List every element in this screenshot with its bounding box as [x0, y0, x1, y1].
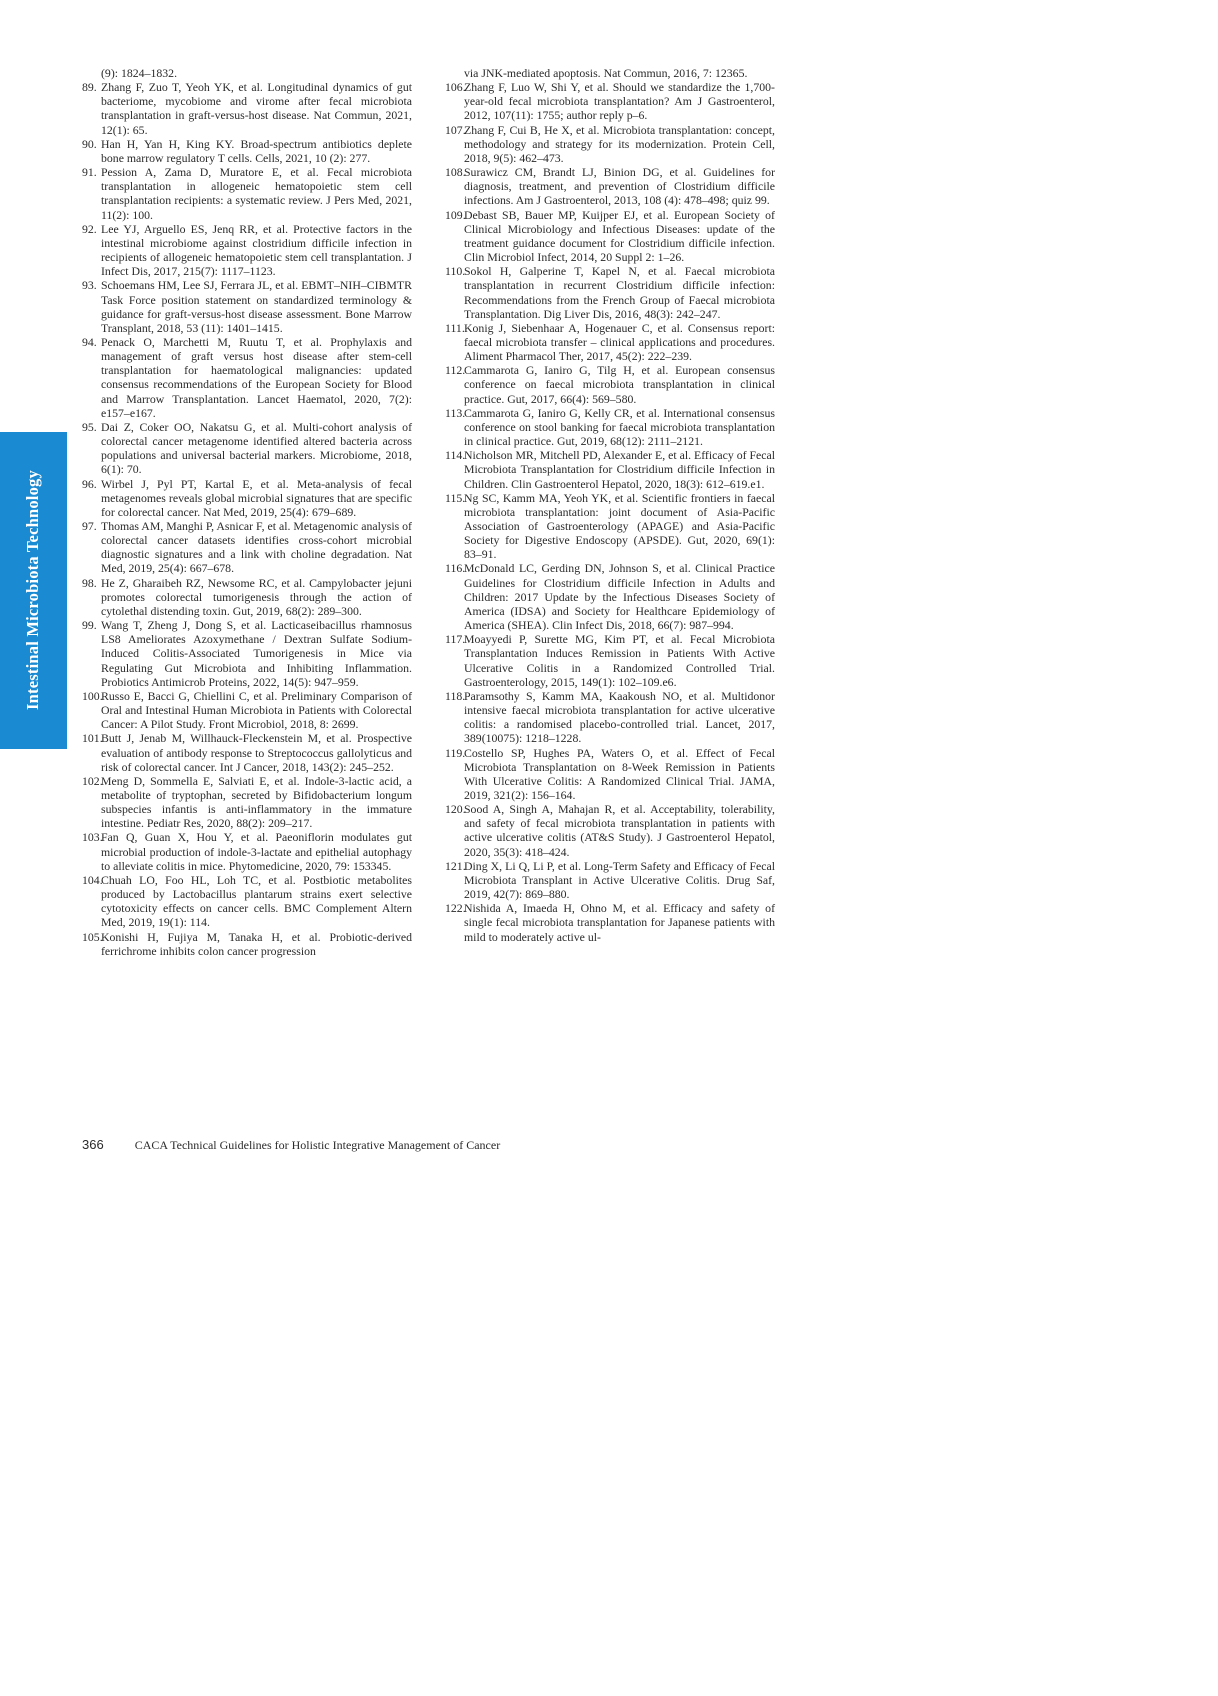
reference-number: 117.	[445, 632, 466, 647]
reference-number: 111.	[445, 320, 465, 335]
reference-item	[445, 689, 775, 746]
reference-text: Sood A, Singh A, Mahajan R, et al. Acceptability, tolerability, and safety of fecal microbiota transplantation in patients with active ulcerative colitis (AT&S Study). J Gastroenterol Hepatol, 2020, 35(3): 418–424.	[464, 802, 775, 859]
reference-text: Cammarota G, Ianiro G, Tilg H, et al. European consensus conference on faecal microbiota transplantation in clinical practice. Gut, 2017, 66(4): 569–580.	[464, 363, 775, 406]
reference-number: 112.	[445, 363, 466, 378]
page-footer	[82, 1137, 500, 1153]
reference-item	[445, 561, 775, 632]
reference-text: Fan Q, Guan X, Hou Y, et al. Paeoniflorin modulates gut microbial production of indole-3-lactate and epithelial autophagy to alleviate colitis in mice. Phytomedicine, 2020, 79: 153345.	[101, 830, 412, 873]
reference-text: Paramsothy S, Kamm MA, Kaakoush NO, et al. Multidonor intensive faecal microbiota transplantation for active ulcerative colitis: a randomised placebo-controlled trial. Lancet, 2017, 389(10075): 1218–1228.	[464, 688, 775, 746]
reference-item	[82, 80, 412, 137]
reference-item	[445, 208, 775, 265]
reference-number: 120.	[445, 802, 466, 817]
reference-item	[445, 802, 775, 859]
reference-number: 118.	[445, 688, 466, 703]
reference-item	[82, 618, 412, 689]
reference-text: Cammarota G, Ianiro G, Kelly CR, et al. International consensus conference on stool banking for faecal microbiota transplantation in clinical practice. Gut, 2019, 68(12): 2111–2121.	[464, 405, 775, 449]
reference-item	[445, 363, 775, 405]
reference-item	[82, 830, 412, 872]
reference-text: Butt J, Jenab M, Willhauck-Fleckenstein M, et al. Prospective evaluation of antibody response to Streptococcus gallolyticus and risk of colorectal cancer. Int J Cancer, 2018, 143(2): 245–252.	[101, 731, 412, 774]
reference-number: 116.	[445, 561, 466, 576]
reference-text: Wirbel J, Pyl PT, Kartal E, et al. Meta-analysis of fecal metagenomes reveals global microbial signatures that are specific for colorectal cancer. Nat Med, 2019, 25(4): 679–689.	[101, 476, 412, 519]
reference-number: 119.	[445, 745, 466, 760]
reference-number: 102.	[82, 773, 103, 788]
reference-number: 106.	[445, 80, 466, 95]
page-number: 366	[82, 1137, 104, 1152]
reference-item	[445, 165, 775, 207]
reference-item	[445, 264, 775, 321]
reference-text: Thomas AM, Manghi P, Asnicar F, et al. Metagenomic analysis of colorectal cancer datasets identifies cross-cohort microbial diagnostic signatures and a link with choline degradation. Nat Med, 2019, 25(4): 667–678.	[101, 519, 412, 576]
reference-text: Lee YJ, Arguello ES, Jenq RR, et al. Protective factors in the intestinal microbiome against clostridium difficile infection in recipients of allogeneic hematopoietic stem cell transplantation. J Infect Dis, 2017, 215(7): 1117–1123.	[101, 221, 412, 279]
reference-text: Dai Z, Coker OO, Nakatsu G, et al. Multi-cohort analysis of colorectal cancer metagenome identified altered bacteria across populations and universal bacterial markers. Microbiome, 2018, 6(1): 70.	[101, 419, 412, 477]
reference-text: Wang T, Zheng J, Dong S, et al. Lacticaseibacillus rhamnosus LS8 Ameliorates Azoxymethane / Dextran Sulfate Sodium-Induced Colitis-Associated Tumorigenesis in Mice via Regulating Gut Microbiota and Inhibiting Inflammation. Probiotics Antimicrob Proteins, 2022, 14(5): 947–959.	[101, 618, 412, 689]
reference-text: Ding X, Li Q, Li P, et al. Long-Term Safety and Efficacy of Fecal Microbiota Transplant in Active Ulcerative Colitis. Drug Saf, 2019, 42(7): 869–880.	[464, 858, 775, 902]
reference-item	[82, 335, 412, 420]
reference-item	[82, 930, 412, 958]
reference-number: 103.	[82, 830, 103, 845]
reference-number: 91.	[82, 165, 97, 180]
reference-text: Nishida A, Imaeda H, Ohno M, et al. Efficacy and safety of single fecal microbiota transplantation for Japanese patients with mild to moderately active ul-	[464, 901, 775, 944]
reference-number: 104.	[82, 872, 103, 887]
references-right-column	[445, 66, 775, 944]
reference-list-right	[445, 80, 775, 944]
section-side-tab-label: Intestinal Microbiota Technology	[23, 470, 42, 710]
reference-text: Schoemans HM, Lee SJ, Ferrara JL, et al. EBMT–NIH–CIBMTR Task Force position statement on standardized terminology & guidance for graft-versus-host disease assessment. Bone Marrow Transplant, 2018, 53 (11): 1401–1415.	[101, 278, 412, 335]
reference-item	[445, 901, 775, 943]
reference-number: 94.	[82, 334, 97, 349]
reference-number: 96.	[82, 476, 97, 491]
reference-item	[445, 123, 775, 165]
reference-list-left	[82, 80, 412, 958]
reference-item	[445, 406, 775, 448]
reference-text: He Z, Gharaibeh RZ, Newsome RC, et al. Campylobacter jejuni promotes colorectal tumorigenesis through the action of cytolethal distending toxin. Gut, 2019, 68(2): 289–300.	[101, 575, 412, 618]
reference-item	[82, 576, 412, 618]
reference-item	[82, 477, 412, 519]
reference-item	[82, 774, 412, 831]
reference-item	[445, 448, 775, 490]
reference-text: Konishi H, Fujiya M, Tanaka H, et al. Probiotic-derived ferrichrome inhibits colon cancer progression	[101, 929, 412, 958]
reference-text: Ng SC, Kamm MA, Yeoh YK, et al. Scientific frontiers in faecal microbiota transplantation: joint document of Asia-Pacific Association of Gastroenterology (APAGE) and Asia-Pacific Society for Digestive Endoscopy (APSDE). Gut, 2020, 69(1): 83–91.	[464, 490, 775, 562]
reference-number: 121.	[445, 858, 466, 873]
reference-item	[82, 222, 412, 279]
reference-continuation: via JNK-mediated apoptosis. Nat Commun, 2016, 7: 12365.	[464, 66, 748, 80]
reference-item	[82, 873, 412, 930]
reference-item	[445, 321, 775, 363]
reference-number: 90.	[82, 136, 97, 151]
reference-text: Pession A, Zama D, Muratore E, et al. Fecal microbiota transplantation in allogeneic hematopoietic stem cell transplantation recipients: a systematic review. J Pers Med, 2021, 11(2): 100.	[101, 165, 412, 222]
reference-number: 109.	[445, 207, 466, 222]
reference-text: Meng D, Sommella E, Salviati E, et al. Indole-3-lactic acid, a metabolite of tryptophan, secreted by Bifidobacterium longum subspecies infantis is anti-inflammatory in the immature intestine. Pediatr Res, 2020, 88(2): 209–217.	[101, 773, 412, 831]
reference-item	[445, 632, 775, 689]
reference-text: Nicholson MR, Mitchell PD, Alexander E, et al. Efficacy of Fecal Microbiota Transplantation for Clostridium difficile Infection in Children. Clin Gastroenterol Hepatol, 2020, 18(3): 612–619.e1.	[464, 448, 776, 491]
reference-number: 114.	[445, 448, 466, 463]
reference-number: 107.	[445, 122, 466, 137]
reference-text: Chuah LO, Foo HL, Loh TC, et al. Postbiotic metabolites produced by Lactobacillus plantarum strains exert selective cytotoxicity effects on cancer cells. BMC Complement Altern Med, 2019, 19(1): 114.	[101, 872, 412, 930]
reference-number: 93.	[82, 278, 97, 293]
reference-text: Zhang F, Zuo T, Yeoh YK, et al. Longitudinal dynamics of gut bacteriome, mycobiome and virome after fecal microbiota transplantation in graft-versus-host disease. Nat Commun, 2021, 12(1): 65.	[101, 80, 412, 137]
reference-item	[82, 731, 412, 773]
reference-text: Han H, Yan H, King KY. Broad-spectrum antibiotics deplete bone marrow regulatory T cells. Cells, 2021, 10 (2): 277.	[101, 136, 412, 165]
reference-text: Penack O, Marchetti M, Ruutu T, et al. Prophylaxis and management of graft versus host disease after stem-cell transplantation for haematological malignancies: updated consensus recommendations of the European Society for Blood and Marrow Transplantation. Lancet Haematol, 2020, 7(2): e157–e167.	[101, 334, 412, 420]
reference-number: 100.	[82, 688, 103, 703]
reference-number: 99.	[82, 618, 97, 633]
reference-item	[82, 165, 412, 222]
references-left-column	[82, 66, 412, 958]
reference-item	[445, 491, 775, 562]
reference-text: Costello SP, Hughes PA, Waters O, et al. Effect of Fecal Microbiota Transplantation on 8-Week Remission in Patients With Ulcerative Colitis: A Randomized Clinical Trial. JAMA, 2019, 321(2): 156–164.	[464, 745, 775, 802]
reference-item	[82, 278, 412, 335]
reference-text: Surawicz CM, Brandt LJ, Binion DG, et al. Guidelines for diagnosis, treatment, and prevention of Clostridium difficile infections. Am J Gastroenterol, 2013, 108 (4): 478–498; quiz 99.	[464, 165, 775, 208]
reference-number: 95.	[82, 419, 97, 434]
reference-text: Moayyedi P, Surette MG, Kim PT, et al. Fecal Microbiota Transplantation Induces Remission in Patients With Active Ulcerative Colitis in a Randomized Controlled Trial. Gastroenterology, 2015, 149(1): 102–109.e6.	[464, 632, 775, 689]
reference-number: 97.	[82, 519, 97, 533]
reference-number: 105.	[82, 929, 103, 944]
reference-item	[445, 859, 775, 901]
running-title: CACA Technical Guidelines for Holistic Integrative Management of Cancer	[134, 1138, 501, 1152]
reference-text: Zhang F, Cui B, He X, et al. Microbiota transplantation: concept, methodology and strategy for its modernization. Protein Cell, 2018, 9(5): 462–473.	[464, 122, 775, 165]
reference-text: Zhang F, Luo W, Shi Y, et al. Should we standardize the 1,700-year-old fecal microbiota transplantation? Am J Gastroenterol, 2012, 107(11): 1755; author reply p–6.	[464, 80, 775, 123]
reference-number: 115.	[445, 490, 466, 505]
reference-number: 101.	[82, 731, 103, 746]
reference-number: 113.	[445, 405, 466, 420]
reference-number: 98.	[82, 575, 97, 590]
reference-text: McDonald LC, Gerding DN, Johnson S, et al. Clinical Practice Guidelines for Clostridium difficile Infection in Adults and Children: 2017 Update by the Infectious Diseases Society of America (IDSA) and Society for Healthcare Epidemiology of America (SHEA). Clin Infect Dis, 2018, 66(7): 987–994.	[464, 561, 775, 633]
reference-item	[82, 519, 412, 576]
reference-item	[82, 137, 412, 165]
reference-number: 89.	[82, 80, 97, 95]
reference-item	[82, 420, 412, 477]
reference-number: 108.	[445, 165, 466, 180]
reference-text: Debast SB, Bauer MP, Kuijper EJ, et al. European Society of Clinical Microbiology and Infectious Diseases: update of the treatment guidance document for Clostridium difficile infection. Clin Microbiol Infect, 2014, 20 Suppl 2: 1–26.	[464, 207, 775, 265]
reference-text: Konig J, Siebenhaar A, Hogenauer C, et al. Consensus report: faecal microbiota transfer – clinical applications and procedures. Aliment Pharmacol Ther, 2017, 45(2): 222–239.	[464, 320, 775, 364]
reference-continuation: (9): 1824–1832.	[101, 66, 178, 80]
reference-number: 110.	[445, 264, 466, 279]
reference-number: 122.	[445, 901, 466, 916]
reference-text: Sokol H, Galperine T, Kapel N, et al. Faecal microbiota transplantation in recurrent Clostridium difficile infection: Recommendations from the French Group of Faecal microbiota Transplantation. Dig Liver Dis, 2016, 48(3): 242–247.	[464, 264, 775, 321]
reference-item	[445, 746, 775, 803]
reference-text: Russo E, Bacci G, Chiellini C, et al. Preliminary Comparison of Oral and Intestinal Human Microbiota in Patients with Colorectal Cancer: A Pilot Study. Front Microbiol, 2018, 8: 2699.	[101, 688, 412, 732]
reference-item	[445, 80, 775, 122]
reference-number: 92.	[82, 221, 97, 236]
reference-item	[82, 689, 412, 731]
